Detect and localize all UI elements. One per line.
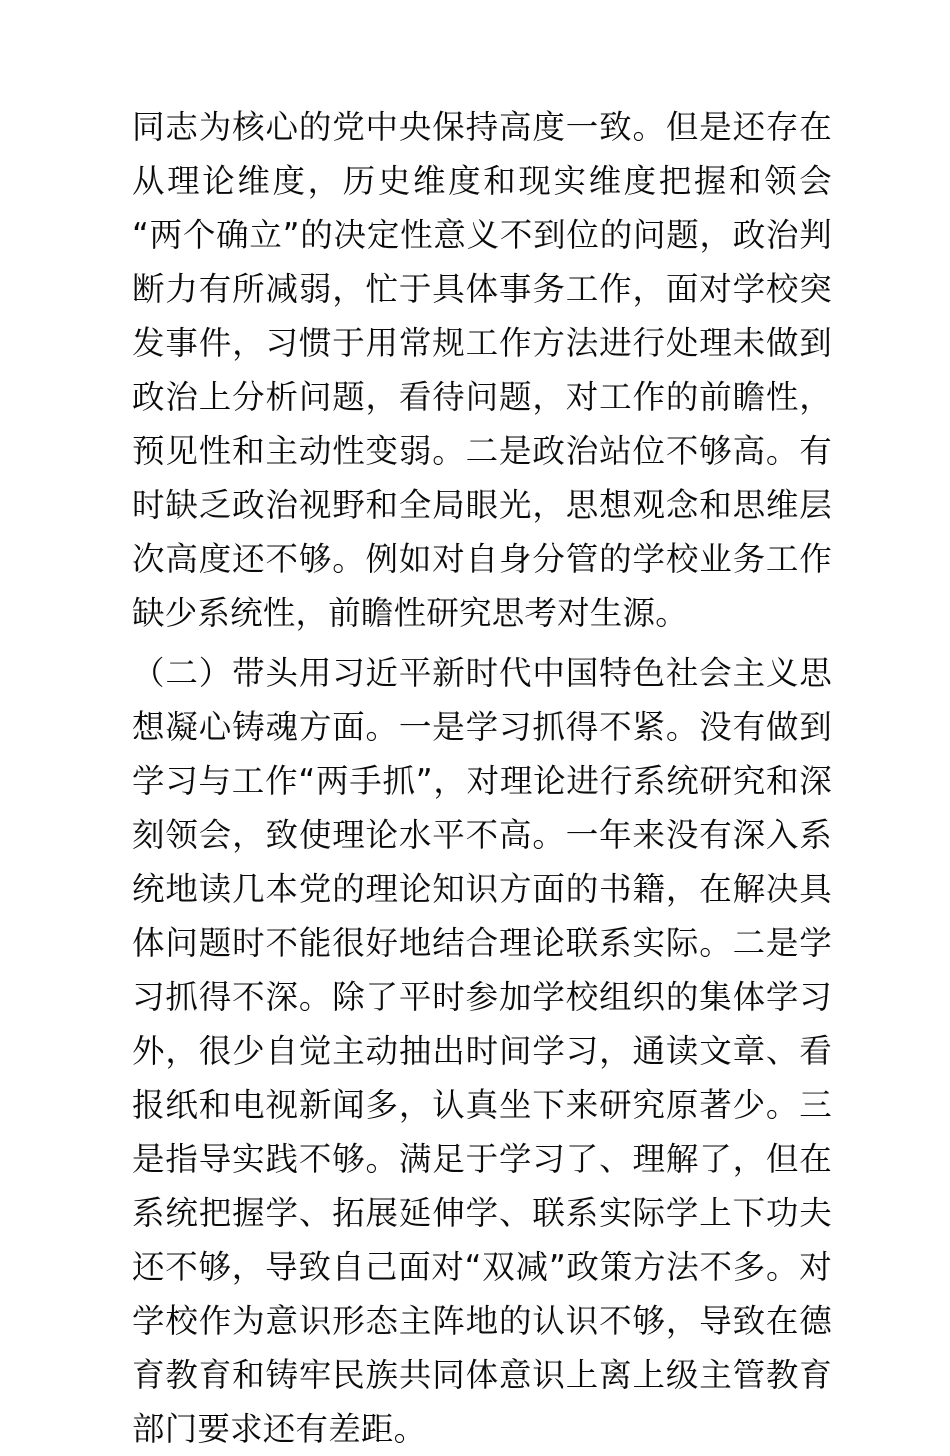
document-body [132,100,832,1456]
paragraph-section-two: （二）带头用习近平新时代中国特色社会主义思想凝心铸魂方面。一是学习抓得不紧。没有做到学习与工作“两手抓”，对理论进行系统研究和深刻领会，致使理论水平不高。一年来没有深入系统地读几本党的理论知识方面的书籍，在解决具体问题时不能很好地结合理论联系实际。二是学习抓得不深。除了平时参加学校组织的集体学习外，很少自觉主动抽出时间学习，通读文章、看报纸和电视新闻多，认真坐下来研究原著少。三是指导实践不够。满足于学习了、理解了，但在系统把握学、拓展延伸学、联系实际学上下功夫还不够，导致自己面对“双减”政策方法不多。对学校作为意识形态主阵地的认识不够，导致在德育教育和铸牢民族共同体意识上离上级主管教育部门要求还有差距。 [132,654,832,1448]
paragraph-continued: 同志为核心的党中央保持高度一致。但是还存在从理论维度，历史维度和现实维度把握和领会“两个确立”的决定性意义不到位的问题，政治判断力有所减弱，忙于具体事务工作，面对学校突发事件，习惯于用常规工作方法进行处理未做到政治上分析问题，看待问题，对工作的前瞻性，预见性和主动性变弱。二是政治站位不够高。有时缺乏政治视野和全局眼光，思想观念和思维层次高度还不够。例如对自身分管的学校业务工作缺少系统性，前瞻性研究思考对生源。 [132,108,832,632]
